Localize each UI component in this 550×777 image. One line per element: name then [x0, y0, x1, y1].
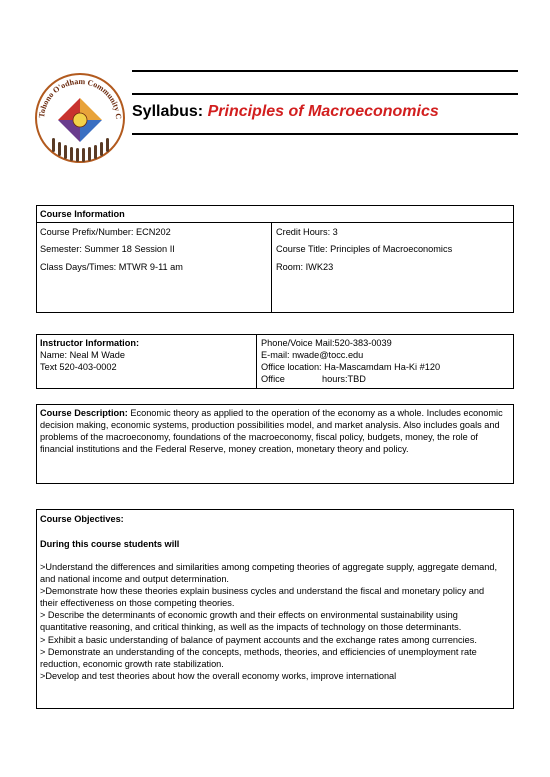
objective-item: > Exhibit a basic understanding of balance of payment accounts and the exchange rates among currencies.: [40, 634, 477, 645]
objectives-list: [40, 561, 502, 682]
credit-hours: Credit Hours: 3: [276, 227, 338, 237]
course-prefix: Course Prefix/Number: ECN202: [40, 227, 171, 237]
title-prefix: Syllabus:: [132, 103, 204, 120]
objective-item: >Develop and test theories about how the overall economy works, improve international: [40, 670, 397, 681]
objectives-intro: During this course students will: [40, 539, 180, 549]
objective-item: >Understand the differences and similarities among competing theories of aggregate supply, aggregate demand, and national income and output determination.: [40, 562, 498, 585]
instructor-office-label: Office: [261, 374, 285, 384]
page-title: [132, 103, 439, 121]
objective-item: > Describe the determinants of economic growth and their effects on environmental sustainability using quantitative reasoning, and critical thinking, as well as the impacts of technology on those determinants.: [40, 610, 462, 633]
description-body: Economic theory as applied to the operation of the economy as a whole. Includes economic decision making, economic systems, production possibilities model, and market analysis. Also includes goals and problems of the macroeconomy, foundations of the macroeconomy, fiscal policy, budgets, money, the role of financial institutions and the Federal Reserve, money creation, monetary theory and policy.: [40, 408, 503, 455]
objective-item: >Demonstrate how these theories explain business cycles and understand the fiscal and monetary policy and their effectiveness on those competing theories.: [40, 586, 485, 609]
instructor-name: Name: Neal M Wade: [40, 350, 125, 360]
instructor-office-location: Office location: Ha-Mascamdam Ha-Ki #120: [261, 362, 441, 372]
header-rule-upper: [132, 93, 518, 95]
instructor-text: Text 520-403-0002: [40, 362, 117, 372]
room: Room: IWK23: [276, 262, 334, 272]
title-course: Principles of Macroeconomics: [207, 103, 439, 120]
instructor-heading: Instructor Information:: [40, 338, 140, 348]
instructor-office-hours: hours:TBD: [322, 374, 366, 384]
objectives-heading: Course Objectives:: [40, 514, 124, 524]
course-title: Course Title: Principles of Macroeconomics: [276, 244, 453, 254]
instructor-phone: Phone/Voice Mail:520-383-0039: [261, 338, 392, 348]
semester: Semester: Summer 18 Session II: [40, 244, 175, 254]
instructor-email: E-mail: nwade@tocc.edu: [261, 350, 364, 360]
course-info-heading-rule: [36, 222, 514, 223]
objective-item: > Demonstrate an understanding of the concepts, methods, theories, and efficiencies of unemployment rate reduction, economic growth rate stabilization.: [40, 646, 477, 669]
course-info-divider: [271, 222, 272, 313]
class-days: Class Days/Times: MTWR 9-11 am: [40, 262, 183, 272]
instructor-divider: [256, 334, 257, 389]
course-info-heading: Course Information: [40, 209, 125, 219]
college-seal-logo: [30, 68, 130, 168]
header-rule-top: [132, 70, 518, 72]
header-rule-lower: [132, 133, 518, 135]
course-description: [40, 407, 508, 455]
description-heading: Course Description:: [40, 408, 128, 418]
svg-text:Tohono O'odham Community Colle: Tohono O'odham Community C: [37, 76, 124, 120]
